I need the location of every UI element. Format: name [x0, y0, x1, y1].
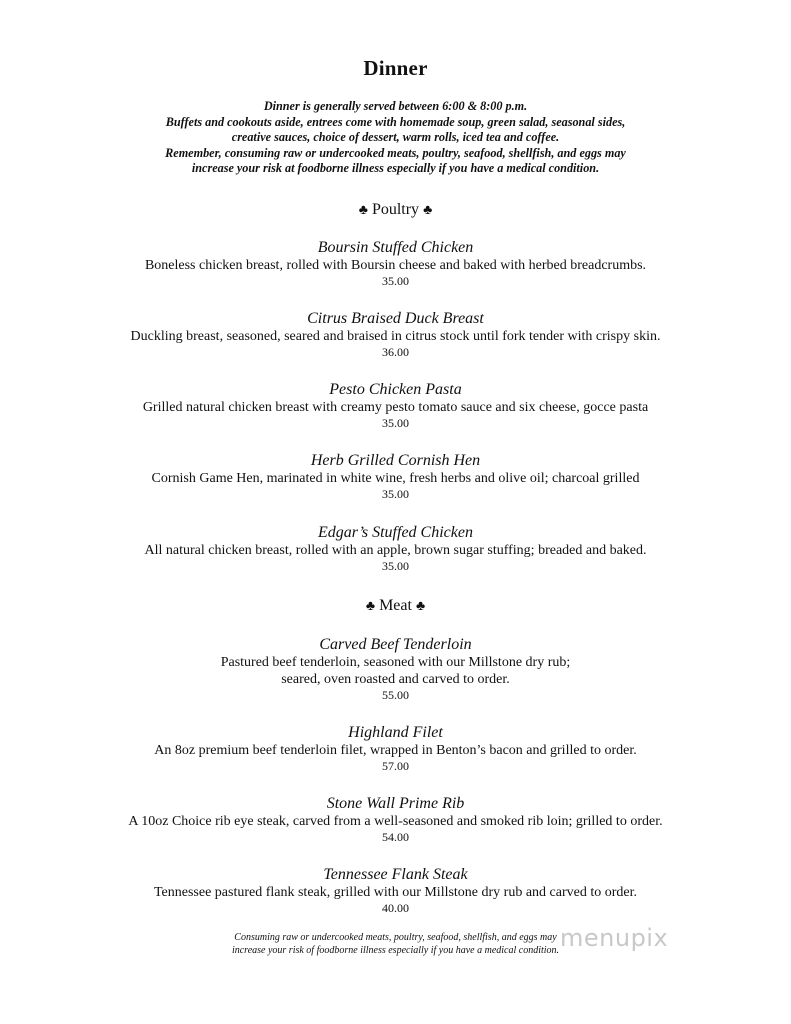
item-name: Tennessee Flank Steak [323, 866, 468, 883]
section-title: Poultry [371, 201, 420, 218]
menu-item [0, 451, 791, 502]
menu-item [0, 865, 791, 916]
item-description: All natural chicken breast, rolled with an apple, brown sugar stuffing; breaded and baked. [144, 543, 647, 558]
item-name: Herb Grilled Cornish Hen [310, 452, 481, 469]
section-title: Meat [379, 597, 412, 614]
item-name: Edgar’s Stuffed Chicken [318, 524, 473, 541]
item-price: 35.00 [382, 559, 409, 573]
menu-item [0, 723, 791, 774]
item-name: Stone Wall Prime Rib [326, 795, 465, 812]
item-description: Cornish Game Hen, marinated in white wine, fresh herbs and olive oil; charcoal grilled [151, 471, 640, 486]
intro-line: Dinner is generally served between 6:00 & 8:00 p.m. [263, 99, 528, 113]
item-name: Citrus Braised Duck Breast [307, 310, 484, 327]
item-price: 55.00 [382, 688, 409, 702]
item-price: 35.00 [382, 487, 409, 501]
section-heading-poultry [0, 201, 791, 219]
menu-item [0, 635, 791, 703]
item-price: 54.00 [382, 830, 409, 844]
intro-line: Buffets and cookouts aside, entrees come with homemade soup, green salad, seasonal sides, [165, 114, 626, 129]
watermark-logo: menupix [560, 924, 669, 952]
page-title: Dinner [363, 56, 428, 80]
item-name: Pesto Chicken Pasta [329, 381, 462, 398]
intro-line: creative sauces, choice of dessert, warm rolls, iced tea and coffee. [231, 130, 560, 145]
item-price: 35.00 [382, 416, 409, 430]
item-description: Grilled natural chicken breast with creamy pesto tomato sauce and six cheese, gocce pasta [142, 400, 649, 415]
item-price: 36.00 [382, 345, 409, 359]
footer-line: Consuming raw or undercooked meats, poultry, seafood, shellfish, and eggs may [234, 932, 557, 943]
item-description: Duckling breast, seasoned, seared and braised in citrus stock until fork tender with crispy skin. [130, 329, 661, 344]
item-price: 35.00 [382, 274, 409, 288]
footer-line: increase your risk of foodborne illness especially if you have a medical condition. [231, 945, 560, 956]
item-price: 57.00 [382, 759, 409, 773]
club-icon: ♣ [415, 599, 426, 614]
item-name: Highland Filet [348, 724, 443, 741]
item-description: A 10oz Choice rib eye steak, carved from a well-seasoned and smoked rib loin; grilled to order. [128, 814, 663, 829]
item-description: An 8oz premium beef tenderloin filet, wrapped in Benton’s bacon and grilled to order. [154, 743, 637, 758]
club-icon: ♣ [365, 599, 376, 614]
item-description: Boneless chicken breast, rolled with Boursin cheese and baked with herbed breadcrumbs. [144, 258, 647, 273]
item-description: Tennessee pastured flank steak, grilled with our Millstone dry rub and carved to order. [153, 885, 638, 900]
intro-line: Remember, consuming raw or undercooked meats, poultry, seafood, shellfish, and eggs may [165, 145, 626, 160]
item-price: 40.00 [382, 901, 409, 915]
intro-line: increase your risk at foodborne illness especially if you have a medical condition. [191, 161, 600, 176]
item-description: seared, oven roasted and carved to order. [281, 672, 510, 687]
menu-item [0, 794, 791, 845]
item-description: Pastured beef tenderloin, seasoned with our Millstone dry rub; [220, 655, 571, 670]
section-heading-meat [0, 597, 791, 615]
menu-item [0, 309, 791, 360]
item-name: Carved Beef Tenderloin [319, 636, 472, 653]
club-icon: ♣ [423, 203, 433, 218]
intro-note [60, 99, 731, 177]
menu-item [0, 523, 791, 574]
club-icon: ♣ [358, 203, 368, 218]
menu-item [0, 380, 791, 431]
item-name: Boursin Stuffed Chicken [317, 239, 474, 256]
menu-item [0, 238, 791, 289]
